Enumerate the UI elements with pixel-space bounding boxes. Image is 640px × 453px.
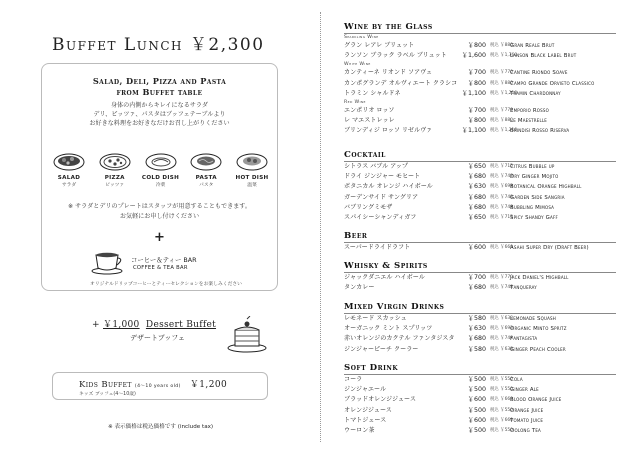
item-en: Gran Reale Brut — [510, 43, 555, 49]
item-jp: オーガニック ミント スプリッツ — [344, 325, 433, 333]
section-title: Cocktail — [344, 150, 386, 160]
menu-row — [344, 385, 616, 395]
menu-row — [344, 406, 616, 416]
menu-row — [344, 324, 616, 334]
item-price: ￥1,100 — [461, 89, 486, 97]
item-tax: 税込 ￥880 — [490, 80, 513, 86]
item-en: Citrus Bubble up — [510, 164, 555, 170]
item-en: Asahi Super Dry (Draft Beer) — [510, 245, 589, 251]
kids-buffet-line — [79, 377, 227, 390]
item-tax: 税込 ￥660 — [490, 417, 513, 423]
dish-hot — [233, 150, 271, 188]
dessert-buffet-title — [92, 317, 216, 330]
card-desc-line2: デリ、ピッツァ、パスタはブッフェテーブルより — [93, 111, 226, 118]
item-en: Organic Minto Spritz — [510, 326, 567, 333]
item-price: ￥800 — [467, 42, 486, 49]
item-price: ￥600 — [467, 244, 486, 251]
item-tax: 税込 ￥638 — [490, 346, 513, 352]
item-price: ￥680 — [467, 203, 486, 211]
item-en: Jack Daniel's Highball — [510, 275, 569, 281]
pizza-icon — [98, 150, 132, 172]
dish-label-jp: 温菜 — [247, 183, 257, 188]
item-tax: 税込 ￥550 — [490, 427, 513, 433]
group-label: Red Wine — [344, 99, 366, 105]
menu-row — [344, 172, 616, 182]
section-title: Beer — [344, 231, 368, 241]
menu-row — [344, 395, 616, 405]
item-en: Lemonade Squash — [510, 316, 556, 322]
item-tax: 税込 ￥1,210 — [490, 90, 518, 96]
item-tax: 税込 ￥770 — [490, 107, 513, 113]
item-price: ￥680 — [467, 173, 486, 181]
section-soft-drink — [344, 363, 616, 436]
item-en: Ginger Ale — [510, 387, 539, 394]
menu-row — [344, 416, 616, 426]
item-price: ￥1,600 — [461, 52, 486, 60]
group-label: Sparkling Wine — [344, 35, 379, 40]
staff-note-line2: お気軽にお申し付けください — [119, 213, 200, 220]
item-tax: 税込 ￥880 — [490, 118, 513, 124]
item-jp: オレンジジュース — [344, 406, 392, 414]
item-jp: レ マエストレッレ — [344, 117, 395, 125]
dish-salad — [50, 150, 88, 188]
coffee-bar-jp: コーヒー＆ティー BAR — [131, 256, 197, 264]
dessert-name: Dessert Buffet — [145, 320, 217, 330]
item-price: ￥630 — [467, 183, 486, 191]
kids-buffet-price: ￥1,200 — [189, 380, 228, 390]
item-jp: 赤いオレンジのカクテル ファンタジスタ — [344, 335, 455, 343]
item-price: ￥680 — [467, 284, 486, 292]
item-price: ￥500 — [467, 406, 486, 414]
coffee-cup-icon — [91, 249, 127, 275]
section-rule — [344, 33, 616, 34]
section-beer — [344, 231, 616, 253]
section-whisky — [344, 261, 616, 293]
menu-row — [344, 89, 616, 99]
menu-row — [344, 213, 616, 223]
item-jp: タンカレー — [344, 284, 375, 292]
dessert-buffet-jp: デザートブッフェ — [130, 334, 185, 342]
item-tax: 税込 ￥638 — [490, 316, 513, 321]
item-en: Le Maestrelle — [510, 118, 548, 125]
item-tax: 税込 ￥693 — [490, 184, 513, 190]
coffee-bar-desc: オリジナルドリップコーヒーとティーセレクションをお楽しみください — [90, 282, 242, 287]
item-tax: 税込 ￥748 — [490, 204, 513, 210]
item-en: Spicy Shandy Gaff — [510, 214, 558, 221]
staff-note-line1: ※ サラダとデリのプレートはスタッフが用意することもできます。 — [68, 203, 251, 210]
section-title: Soft Drink — [344, 363, 399, 373]
dessert-price: ￥1,000 — [103, 320, 140, 330]
menu-row — [344, 126, 616, 136]
item-tax: 税込 ￥748 — [490, 285, 513, 291]
item-price: ￥580 — [467, 315, 486, 322]
dish-label-jp: サラダ — [61, 183, 77, 188]
item-price: ￥500 — [467, 386, 486, 394]
item-price: ￥580 — [467, 345, 486, 353]
item-jp: スーパードライドラフト — [344, 244, 411, 251]
pasta-icon — [189, 150, 223, 172]
menu-row — [344, 375, 616, 385]
item-en: Tramin Chardonnay — [510, 90, 561, 97]
dessert-cake-icon — [226, 316, 268, 354]
item-tax: 税込 ￥748 — [490, 194, 513, 200]
item-en: Ginger Peach Cooler — [510, 346, 566, 353]
item-tax: 税込 ￥748 — [490, 336, 513, 342]
plus-sign: + — [154, 230, 165, 245]
item-en: Bubbling Mimosa — [510, 204, 555, 211]
dish-icons — [50, 150, 271, 188]
menu-row — [344, 203, 616, 213]
buffet-lunch-title: Buffet Lunch ￥2,300 — [52, 35, 265, 55]
item-jp: コーラ — [344, 376, 363, 383]
item-price: ￥500 — [467, 376, 486, 383]
item-jp: ジンジャエール — [344, 386, 387, 394]
kids-buffet-jp: キッズ ブッフェ(4〜10歳) — [79, 392, 136, 397]
menu-row — [344, 51, 616, 61]
item-en: Oolong Tea — [510, 427, 541, 434]
kids-buffet-age: (4〜10 years old) — [134, 384, 181, 389]
menu-row — [344, 334, 616, 344]
dish-label-jp: ピッツァ — [105, 183, 125, 188]
item-tax: 税込 ￥550 — [490, 387, 513, 393]
item-en: Campo Grande Orvieto Classico — [510, 80, 595, 87]
item-price: ￥680 — [467, 193, 486, 201]
item-jp: シトラス バブル アップ — [344, 163, 408, 170]
item-en: Orange Juice — [510, 407, 544, 414]
item-price: ￥630 — [467, 325, 486, 333]
menu-row — [344, 116, 616, 126]
item-jp: ジャックダニエル ハイボール — [344, 274, 425, 281]
item-jp: ボタニカル オレンジ ハイボール — [344, 183, 433, 191]
menu-row — [344, 193, 616, 203]
item-en: Lanson Black Label Brut — [510, 53, 577, 60]
item-en: Tanqueray — [510, 285, 537, 292]
item-tax: 税込 ￥770 — [490, 275, 513, 280]
dish-label-en: PASTA — [195, 175, 217, 181]
item-en: Fantagista — [510, 336, 538, 343]
section-cocktail — [344, 150, 616, 223]
item-jp: ガーデンサイド サングリア — [344, 193, 419, 201]
item-tax: 税込 ￥693 — [490, 326, 513, 332]
dish-label-en: COLD DISH — [141, 175, 180, 181]
menu-row — [344, 106, 616, 116]
item-tax: 税込 ￥715 — [490, 164, 513, 169]
menu-row — [344, 41, 616, 51]
item-jp: バブリングミモザ — [344, 203, 393, 211]
item-price: ￥700 — [467, 106, 486, 114]
menu-row — [344, 283, 616, 293]
dish-pasta — [187, 150, 225, 188]
dish-label-en: SALAD — [57, 175, 81, 181]
buffet-card — [41, 63, 278, 291]
item-en: Garden Side Sangria — [510, 194, 565, 201]
item-tax: 税込 ￥748 — [490, 174, 513, 180]
item-tax: 税込 ￥715 — [490, 214, 513, 220]
item-jp: カンティーネ リオンド ソアヴェ — [344, 69, 433, 77]
item-tax: 税込 ￥770 — [490, 70, 513, 76]
section-title: Whisky & Spirits — [344, 261, 428, 271]
dish-label-en: HOT DISH — [235, 175, 269, 181]
tax-note: ※ 表示価格は税込価格です (include tax) — [108, 424, 214, 430]
item-jp: ウーロン茶 — [344, 426, 375, 434]
card-heading-line1: Salad, Deli, Pizza and Pasta — [92, 76, 227, 86]
hot-dish-icon — [235, 150, 269, 172]
item-tax: 税込 ￥550 — [490, 377, 513, 382]
kids-buffet-name: Kids Buffet — [79, 380, 132, 390]
dish-label-jp: パスタ — [199, 183, 214, 188]
menu-row — [344, 345, 616, 355]
item-tax: 税込 ￥1,760 — [490, 53, 518, 59]
item-price: ￥800 — [467, 117, 486, 125]
item-price: ￥800 — [467, 79, 486, 87]
item-price: ￥600 — [467, 396, 486, 404]
item-tax: 税込 ￥550 — [490, 407, 513, 413]
dish-pizza — [96, 150, 134, 188]
dish-cold — [142, 150, 180, 188]
item-jp: スパイシーシャンディガフ — [344, 213, 417, 221]
item-tax: 税込 ￥660 — [490, 245, 513, 250]
card-desc-line3: お好きな料理をお好きなだけお召し上がりください — [89, 120, 230, 127]
item-jp: トラミン シャルドネ — [344, 89, 401, 97]
item-en: Cola — [510, 377, 523, 383]
item-jp: ランソン ブラック ラベル ブリュット — [344, 52, 447, 60]
item-jp: ブラッドオレンジジュース — [344, 396, 416, 404]
item-price: ￥650 — [467, 213, 486, 221]
item-price: ￥600 — [467, 416, 486, 424]
item-jp: レモネード スカッシュ — [344, 315, 407, 322]
item-en: Dry Ginger Mojito — [510, 174, 559, 181]
item-price: ￥650 — [467, 163, 486, 170]
item-price: ￥680 — [467, 335, 486, 343]
item-price: ￥700 — [467, 274, 486, 281]
item-jp: トマトジュース — [344, 416, 387, 424]
menu-row — [344, 426, 616, 436]
item-jp: ブリンディジ ロッソ リゼルヴァ — [344, 127, 433, 135]
dessert-prefix: + — [92, 320, 104, 330]
kids-buffet-box — [52, 372, 268, 400]
item-en: Emporio Rosso — [510, 107, 549, 114]
item-jp: ジンジャーピーチ クーラー — [344, 345, 419, 353]
item-tax: 税込 ￥660 — [490, 397, 513, 403]
item-price: ￥700 — [467, 69, 486, 77]
cold-dish-icon — [144, 150, 178, 172]
section-title: Mixed Virgin Drinks — [344, 302, 445, 312]
menu-row — [344, 314, 616, 324]
item-en: Blood Orange Juice — [510, 397, 562, 404]
menu-row — [344, 68, 616, 78]
item-jp: グラン レアレ ブリュット — [344, 42, 415, 49]
group-label: White Wine — [344, 62, 371, 68]
item-en: Brindisi Rosso Riserva — [510, 128, 570, 135]
section-title: Wine by the Glass — [344, 22, 433, 32]
coffee-bar-en: COFFEE & TEA BAR — [133, 265, 188, 271]
page-divider — [320, 12, 321, 442]
section-wine — [344, 22, 616, 137]
item-jp: カンポグランデ オルヴィエート クラシコ — [344, 79, 458, 87]
item-en: Botanical Orange Highball — [510, 184, 582, 191]
card-heading-line2: from Buffet table — [116, 87, 203, 97]
item-tax: 税込 ￥1,210 — [490, 128, 518, 134]
menu-row — [344, 182, 616, 192]
item-en: Tomato Juice — [510, 417, 544, 424]
item-en: Cantine Riondo Soave — [510, 70, 568, 77]
menu-row — [344, 273, 616, 283]
item-price: ￥1,100 — [461, 127, 486, 135]
dish-label-jp: 冷菜 — [155, 183, 166, 188]
menu-row — [344, 243, 616, 253]
menu-row — [344, 79, 616, 89]
item-price: ￥500 — [467, 426, 486, 434]
dish-label-en: PIZZA — [104, 175, 125, 181]
item-jp: エンポリオ ロッソ — [344, 106, 395, 114]
section-virgin — [344, 302, 616, 355]
menu-row — [344, 162, 616, 172]
card-desc-line1: 身体の内側からキレイになるサラダ — [110, 102, 209, 109]
salad-bowl-icon — [52, 150, 86, 172]
item-tax: 税込 ￥880 — [490, 43, 513, 48]
item-jp: ドライ ジンジャー モヒート — [344, 173, 421, 181]
